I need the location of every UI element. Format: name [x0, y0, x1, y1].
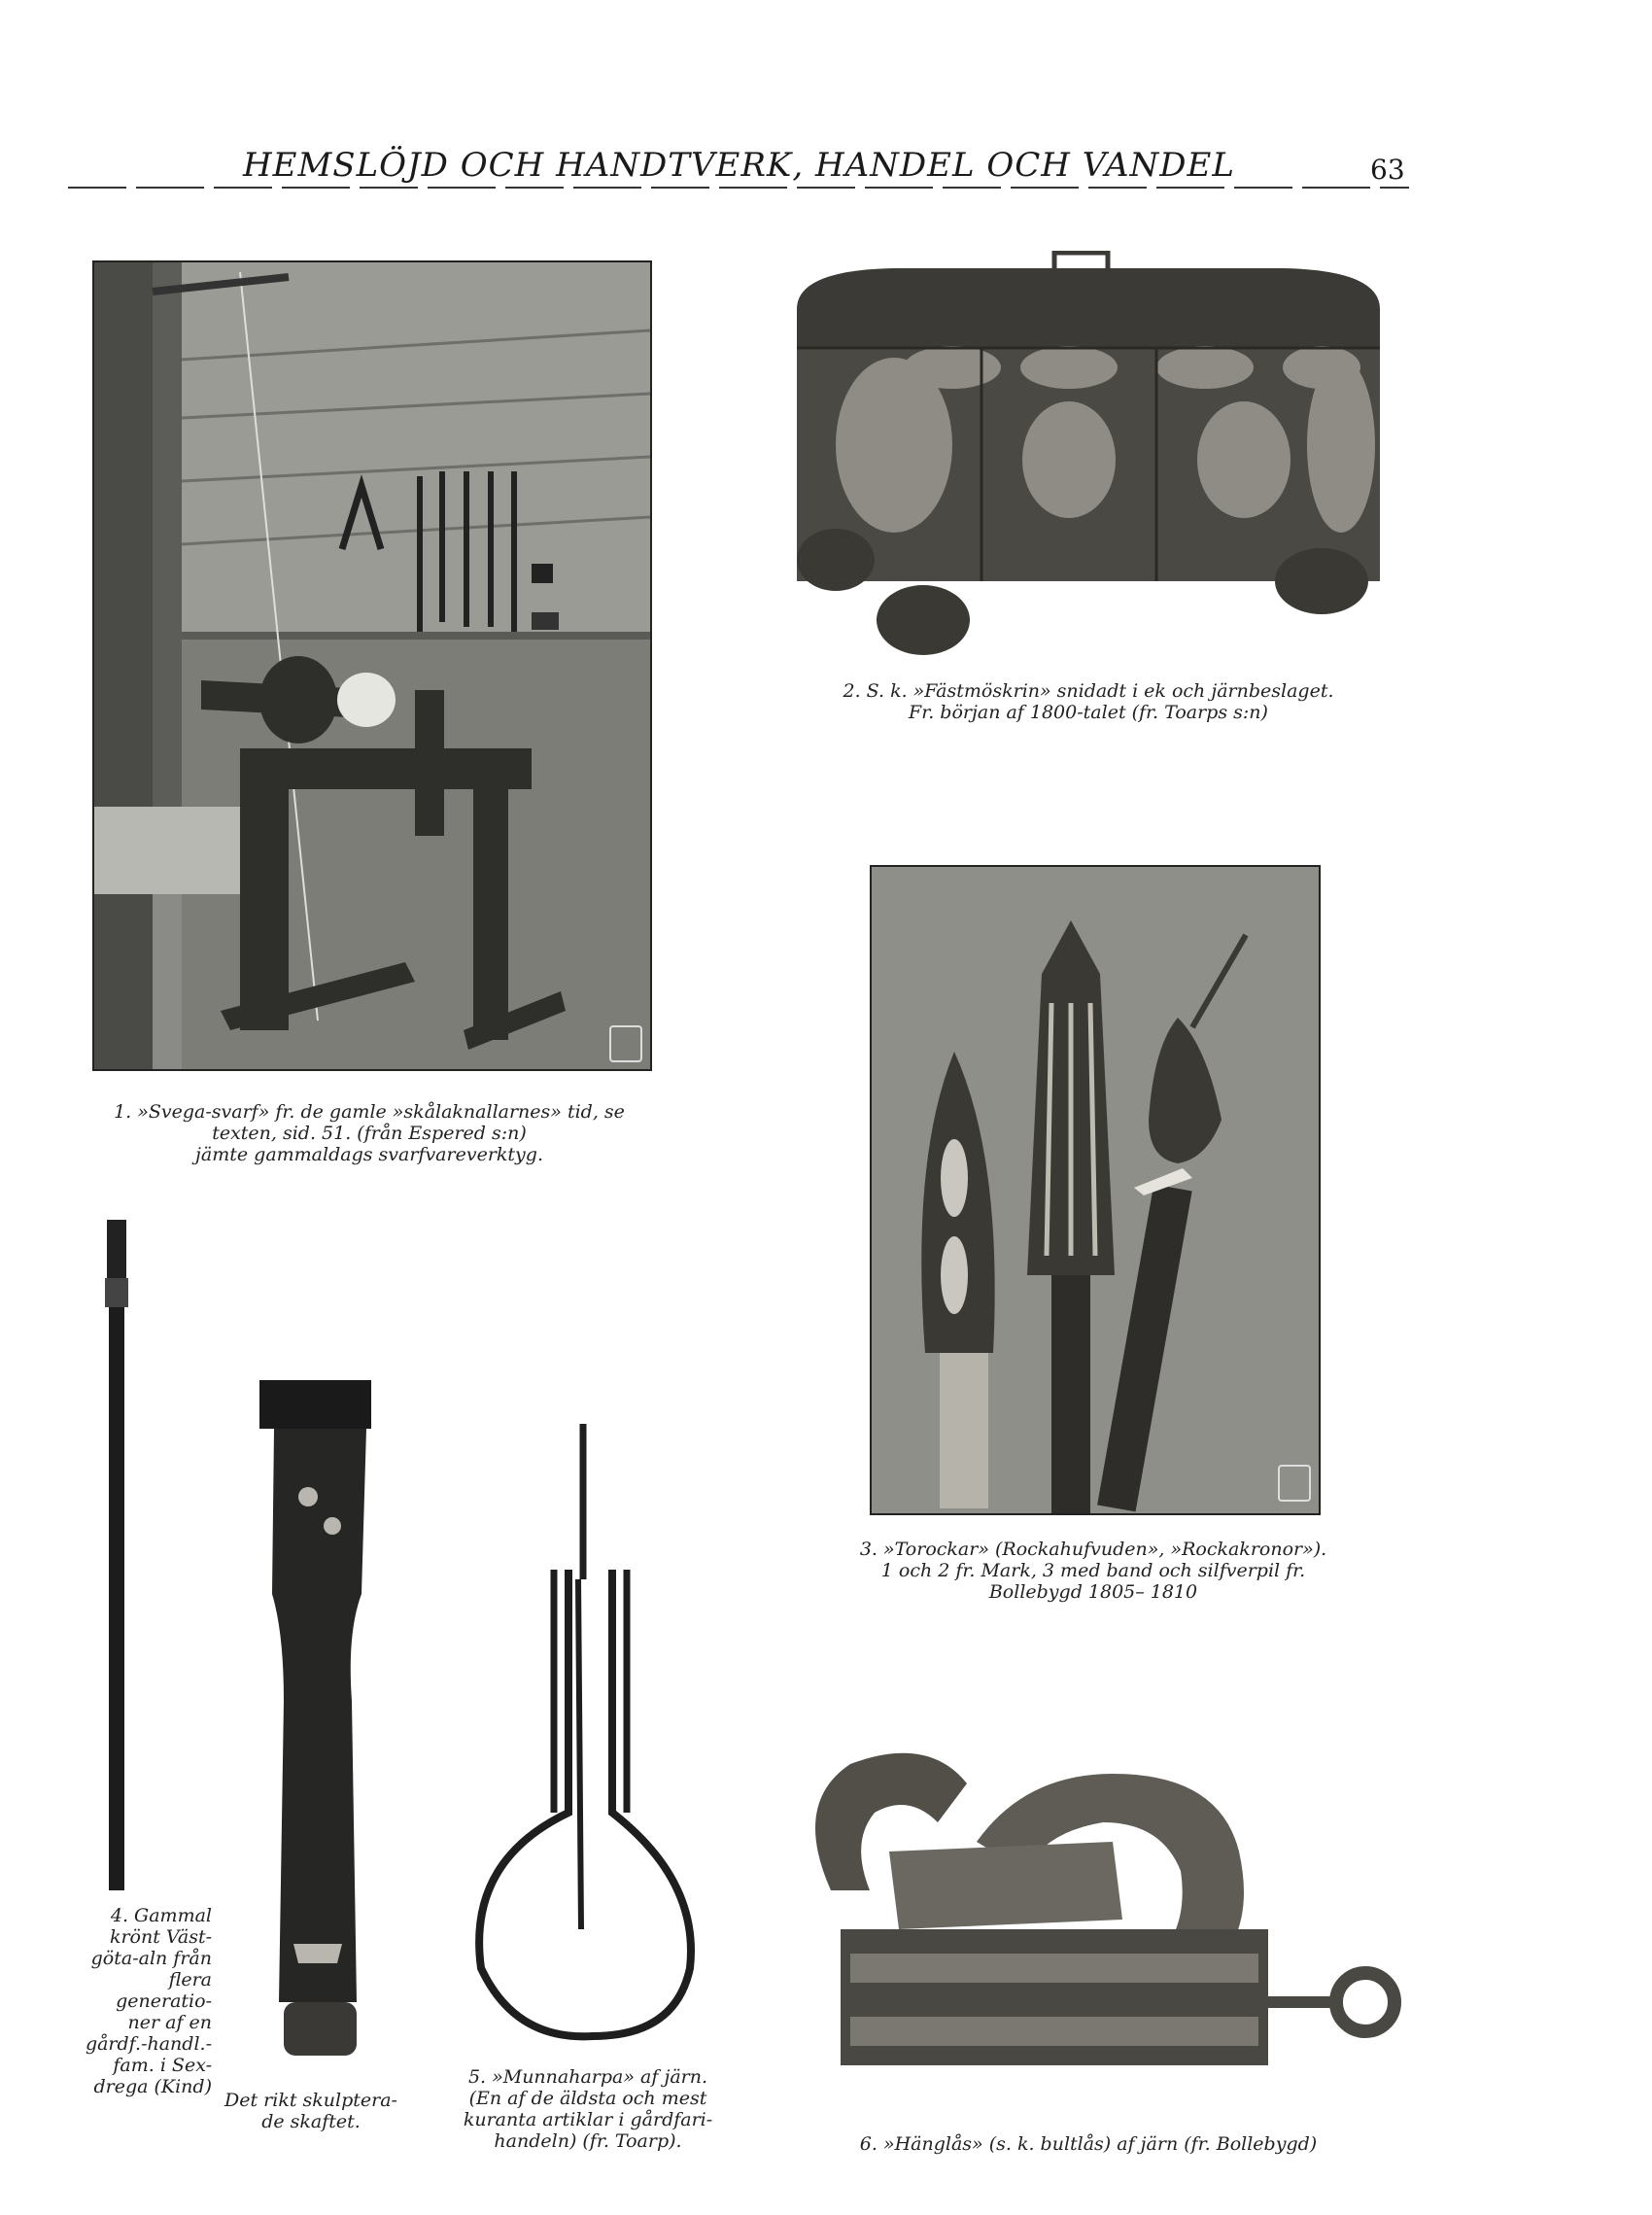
carved-shaft-photo-icon [255, 1380, 381, 2060]
header-rule [68, 187, 1409, 189]
figure-5-photo [457, 1424, 709, 2046]
padlock-photo-icon [792, 1745, 1414, 2094]
carved-shaft-caption: Det rikt skulptera- de skaftet. [224, 2090, 397, 2132]
figure-1-photo [92, 260, 652, 1071]
figure-5-caption: 5. »Munnaharpa» af järn. (En af de äldsta och mest kuranta artiklar i gårdfari- handeln) (fr. Toarp). [463, 2066, 713, 2152]
carved-chest-photo-icon [777, 251, 1399, 659]
figure-2-caption: 2. S. k. »Fästmöskrin» snidadt i ek och järnbeslaget. Fr. början af 1800-talet (fr. Toarps s:n) [843, 680, 1334, 723]
figure-4-rod-photo [97, 1220, 146, 1900]
figure-2-photo [777, 251, 1399, 659]
jaw-harp-photo-icon [457, 1424, 709, 2046]
figure-6-photo [792, 1745, 1414, 2094]
figure-3-caption: 3. »Torockar» (Rockahufvuden», »Rockakronor»). 1 och 2 fr. Mark, 3 med band och silfverpil fr. Bollebygd 1805– 1810 [859, 1539, 1327, 1603]
measuring-rod-photo-icon [97, 1220, 146, 1900]
page-number: 63 [1370, 154, 1405, 186]
wood-lathe-photo-icon [94, 262, 650, 1069]
figure-1-caption: 1. »Svega-svarf» fr. de gamle »skålaknallarnes» tid, se texten, sid. 51. (från Espered s:n) jämte gammaldags svarfvareverktyg. [114, 1101, 625, 1165]
distaff-heads-photo-icon [872, 867, 1319, 1513]
photographer-mark-icon [1278, 1465, 1311, 1502]
figure-4-caption: 4. Gammal krönt Väst- göta-aln från flera generatio- ner af en gårdf.-handl.- fam. i Sex- drega (Kind) [85, 1905, 212, 2097]
figure-3-photo [870, 865, 1321, 1515]
figure-6-caption: 6. »Hänglås» (s. k. bultlås) af järn (fr. Bollebygd) [859, 2133, 1318, 2155]
carved-shaft-photo [255, 1380, 381, 2060]
running-header [68, 146, 1409, 204]
photographer-mark-icon [609, 1025, 642, 1062]
running-title: HEMSLÖJD OCH HANDTVERK, HANDEL OCH VANDEL [243, 146, 1235, 185]
